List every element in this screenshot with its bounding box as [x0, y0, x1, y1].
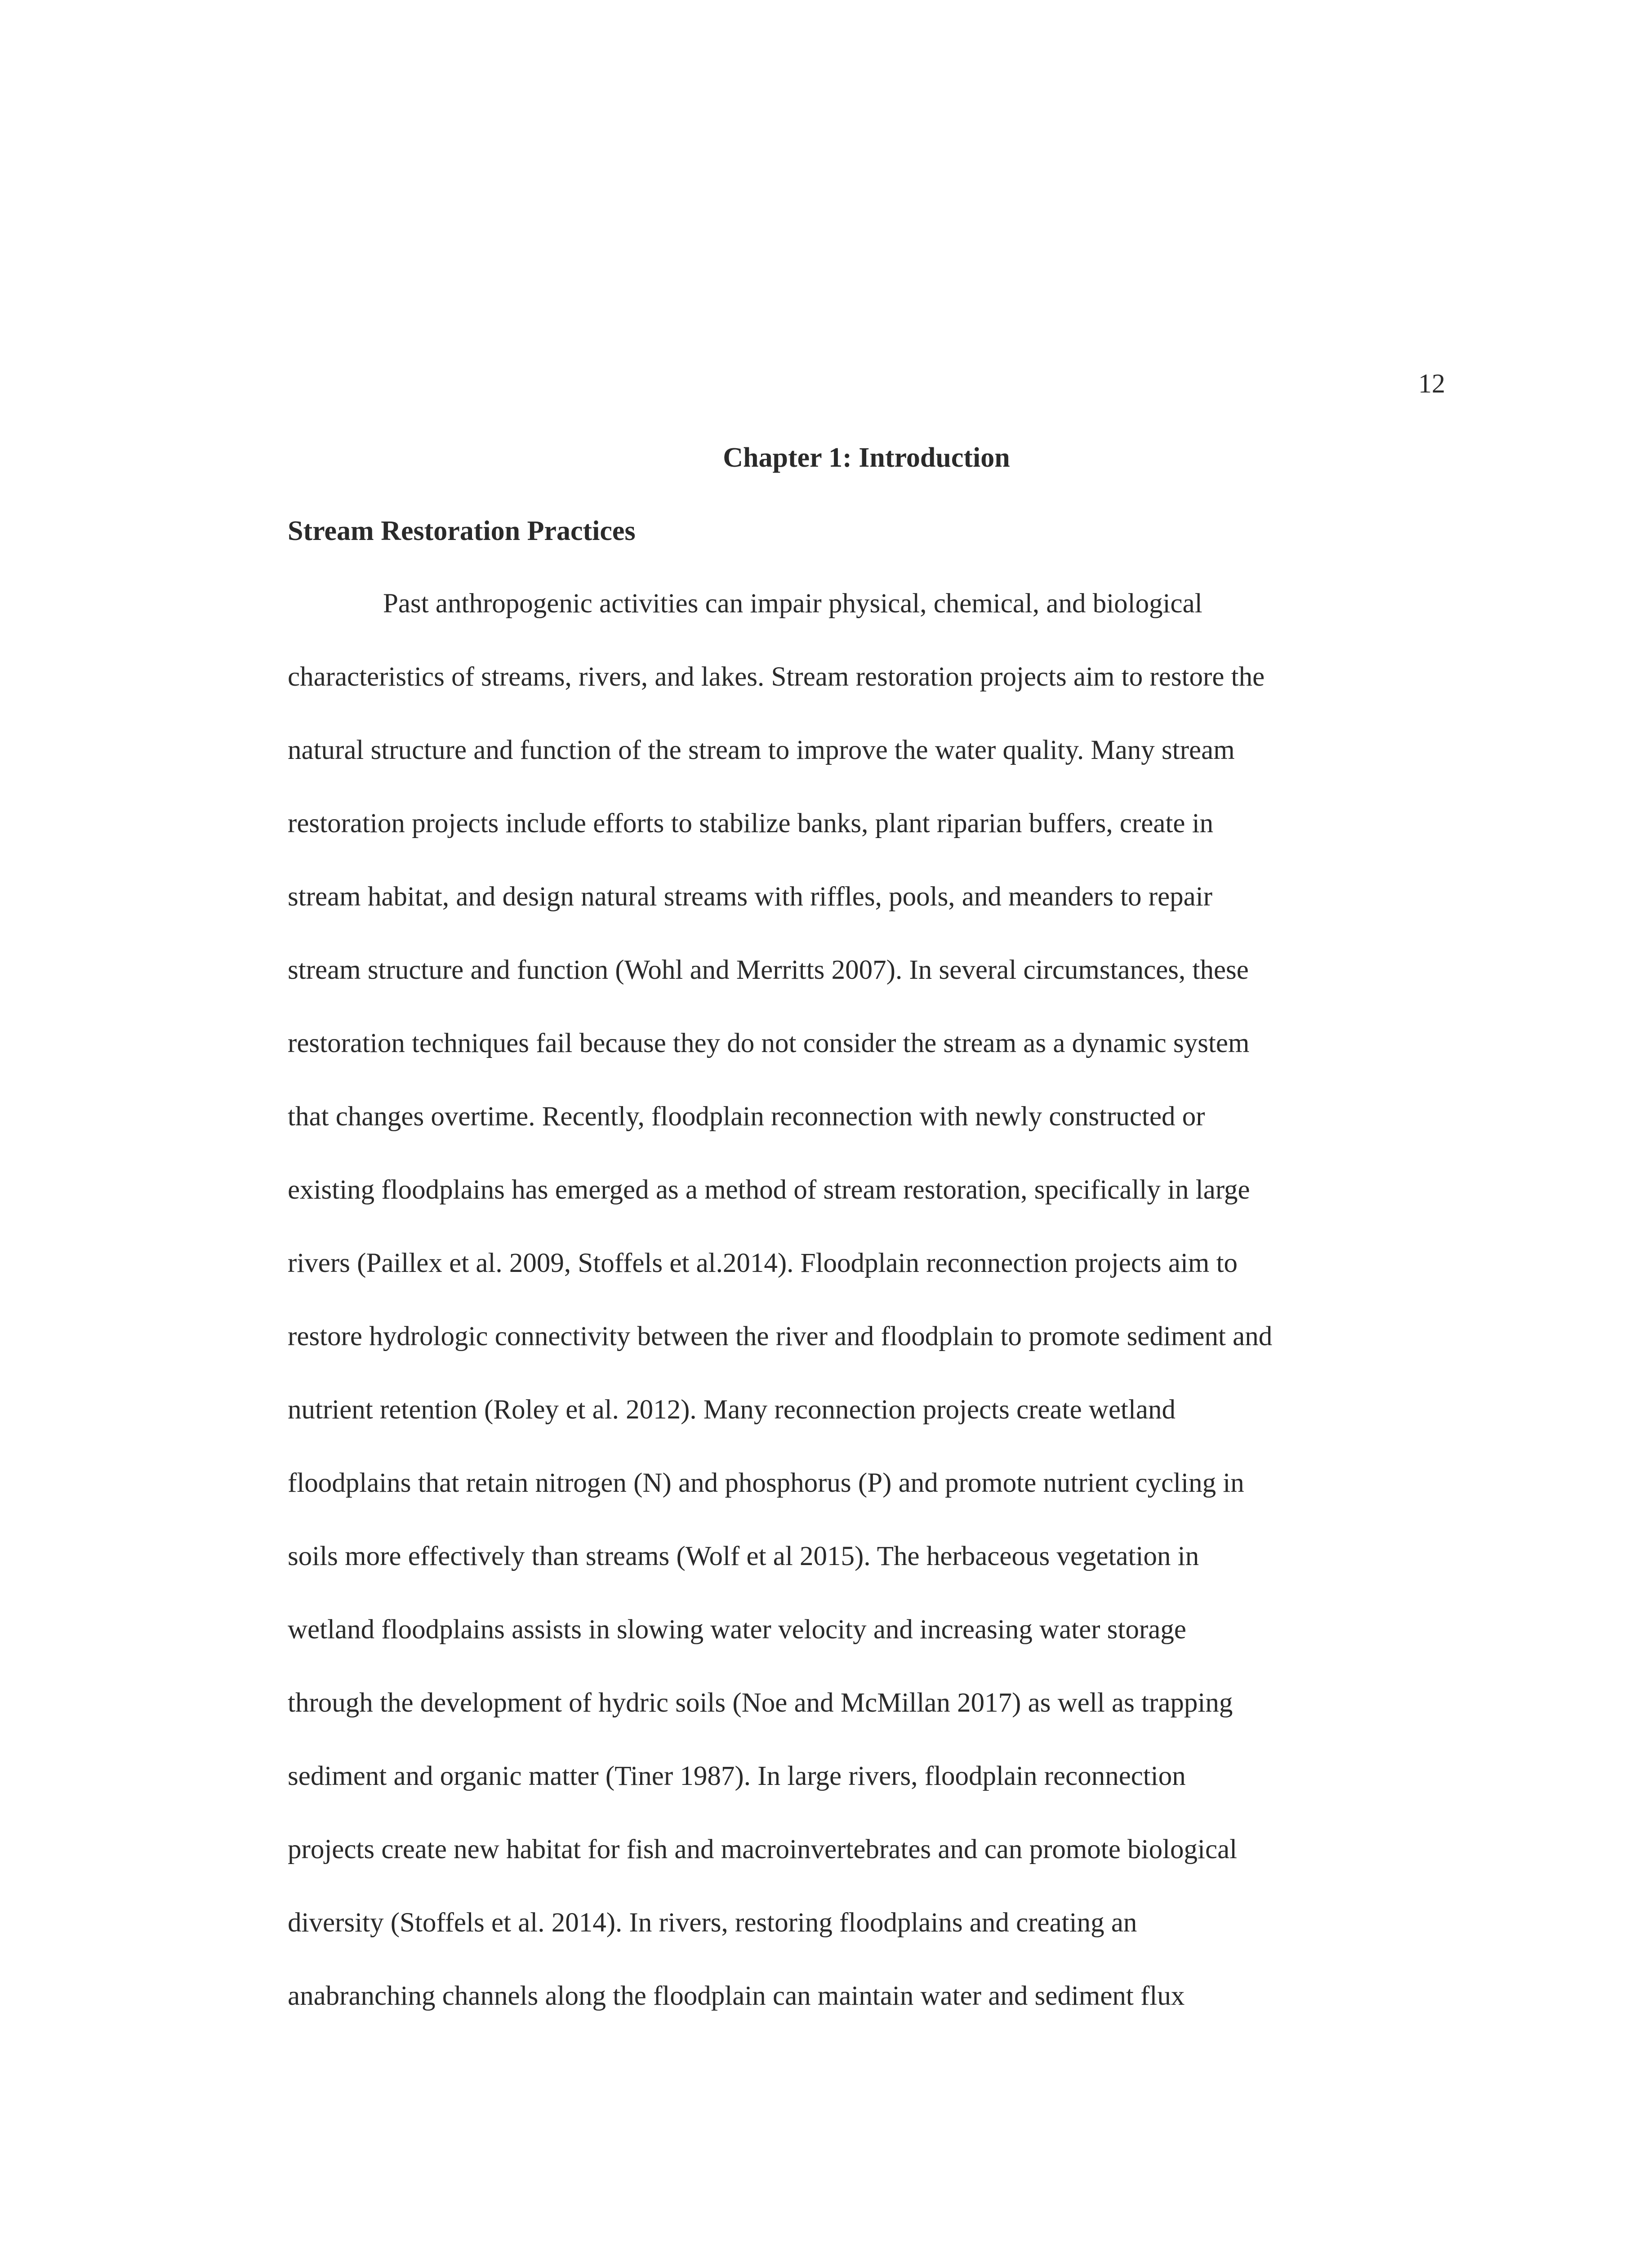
body-line: that changes overtime. Recently, floodplain reconnection with newly constructed or [288, 1102, 1205, 1132]
body-line: natural structure and function of the stream to improve the water quality. Many stream [288, 735, 1235, 765]
section-heading: Stream Restoration Practices [288, 516, 636, 546]
body-line: restore hydrologic connectivity between the river and floodplain to promote sediment and [288, 1321, 1273, 1351]
body-line: existing floodplains has emerged as a method of stream restoration, specifically in large [288, 1175, 1250, 1205]
body-line: soils more effectively than streams (Wolf et al 2015). The herbaceous vegetation in [288, 1541, 1199, 1571]
body-line: projects create new habitat for fish and macroinvertebrates and can promote biological [288, 1834, 1238, 1864]
body-line: sediment and organic matter (Tiner 1987). In large rivers, floodplain reconnection [288, 1761, 1186, 1791]
body-line: rivers (Paillex et al. 2009, Stoffels et al.2014). Floodplain reconnection projects aim to [288, 1248, 1238, 1278]
body-line: nutrient retention (Roley et al. 2012). Many reconnection projects create wetland [288, 1395, 1176, 1425]
body-line: through the development of hydric soils (Noe and McMillan 2017) as well as trapping [288, 1688, 1233, 1718]
body-line: restoration techniques fail because they do not consider the stream as a dynamic system [288, 1028, 1250, 1058]
body-line: wetland floodplains assists in slowing water velocity and increasing water storage [288, 1615, 1186, 1645]
body-line: stream structure and function (Wohl and Merritts 2007). In several circumstances, these [288, 955, 1249, 985]
body-line: stream habitat, and design natural streams with riffles, pools, and meanders to repair [288, 882, 1213, 912]
page-number: 12 [1418, 369, 1445, 398]
body-paragraph [288, 588, 1456, 2054]
body-line: anabranching channels along the floodplain can maintain water and sediment flux [288, 1981, 1185, 2011]
body-line: floodplains that retain nitrogen (N) and phosphorus (P) and promote nutrient cycling in [288, 1468, 1244, 1498]
body-line: Past anthropogenic activities can impair physical, chemical, and biological [383, 589, 1202, 619]
body-line: characteristics of streams, rivers, and lakes. Stream restoration projects aim to restore the [288, 662, 1265, 692]
chapter-title: Chapter 1: Introduction [723, 442, 1010, 473]
body-line: diversity (Stoffels et al. 2014). In rivers, restoring floodplains and creating an [288, 1908, 1137, 1938]
body-line: restoration projects include efforts to stabilize banks, plant riparian buffers, create in [288, 808, 1214, 839]
